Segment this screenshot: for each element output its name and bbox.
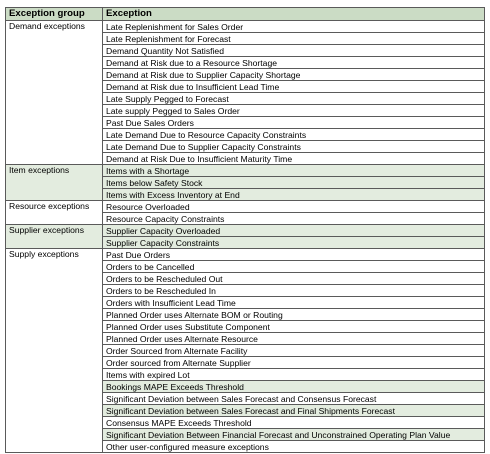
exception-table-container [5, 7, 485, 453]
header-row [6, 8, 485, 21]
exception-cell: Late Replenishment for Forecast [103, 33, 485, 45]
header-exception-group: Exception group [6, 8, 103, 21]
exception-cell: Resource Capacity Constraints [103, 213, 485, 225]
exception-cell: Items with a Shortage [103, 165, 485, 177]
table-row [6, 201, 485, 213]
exception-group-cell: Supply exceptions [6, 249, 103, 453]
exception-cell: Significant Deviation between Sales Forecast and Consensus Forecast [103, 393, 485, 405]
exception-cell: Bookings MAPE Exceeds Threshold [103, 381, 485, 393]
exception-cell: Late Supply Pegged to Forecast [103, 93, 485, 105]
exception-cell: Items below Safety Stock [103, 177, 485, 189]
exception-cell: Past Due Orders [103, 249, 485, 261]
exception-cell: Supplier Capacity Overloaded [103, 225, 485, 237]
exception-cell: Items with expired Lot [103, 369, 485, 381]
exception-cell: Order sourced from Alternate Supplier [103, 357, 485, 369]
exception-cell: Consensus MAPE Exceeds Threshold [103, 417, 485, 429]
exception-cell: Demand at Risk due to a Resource Shortage [103, 57, 485, 69]
table-row [6, 21, 485, 33]
exception-cell: Demand Quantity Not Satisfied [103, 45, 485, 57]
exception-cell: Late Replenishment for Sales Order [103, 21, 485, 33]
exception-cell: Planned Order uses Alternate Resource [103, 333, 485, 345]
exception-cell: Resource Overloaded [103, 201, 485, 213]
exception-group-cell: Supplier exceptions [6, 225, 103, 249]
exception-cell: Other user-configured measure exceptions [103, 441, 485, 453]
exception-cell: Orders with Insufficient Lead Time [103, 297, 485, 309]
exception-cell: Late Demand Due to Supplier Capacity Constraints [103, 141, 485, 153]
exception-group-cell: Resource exceptions [6, 201, 103, 225]
exception-table [5, 7, 485, 453]
exception-group-cell: Demand exceptions [6, 21, 103, 165]
header-exception: Exception [103, 8, 485, 21]
table-row [6, 249, 485, 261]
exception-cell: Significant Deviation Between Financial Forecast and Unconstrained Operating Plan Value [103, 429, 485, 441]
exception-cell: Orders to be Rescheduled In [103, 285, 485, 297]
exception-group-cell: Item exceptions [6, 165, 103, 201]
exception-cell: Orders to be Rescheduled Out [103, 273, 485, 285]
exception-cell: Late Demand Due to Resource Capacity Constraints [103, 129, 485, 141]
table-row [6, 165, 485, 177]
exception-cell: Planned Order uses Alternate BOM or Routing [103, 309, 485, 321]
exception-table-body [6, 21, 485, 453]
exception-cell: Demand at Risk due to Supplier Capacity Shortage [103, 69, 485, 81]
exception-cell: Order Sourced from Alternate Facility [103, 345, 485, 357]
table-row [6, 225, 485, 237]
exception-cell: Planned Order uses Substitute Component [103, 321, 485, 333]
exception-cell: Significant Deviation between Sales Forecast and Final Shipments Forecast [103, 405, 485, 417]
exception-cell: Past Due Sales Orders [103, 117, 485, 129]
exception-cell: Demand at Risk Due to Insufficient Maturity Time [103, 153, 485, 165]
exception-cell: Orders to be Cancelled [103, 261, 485, 273]
exception-cell: Items with Excess Inventory at End [103, 189, 485, 201]
exception-cell: Supplier Capacity Constraints [103, 237, 485, 249]
exception-cell: Late supply Pegged to Sales Order [103, 105, 485, 117]
exception-cell: Demand at Risk due to Insufficient Lead Time [103, 81, 485, 93]
